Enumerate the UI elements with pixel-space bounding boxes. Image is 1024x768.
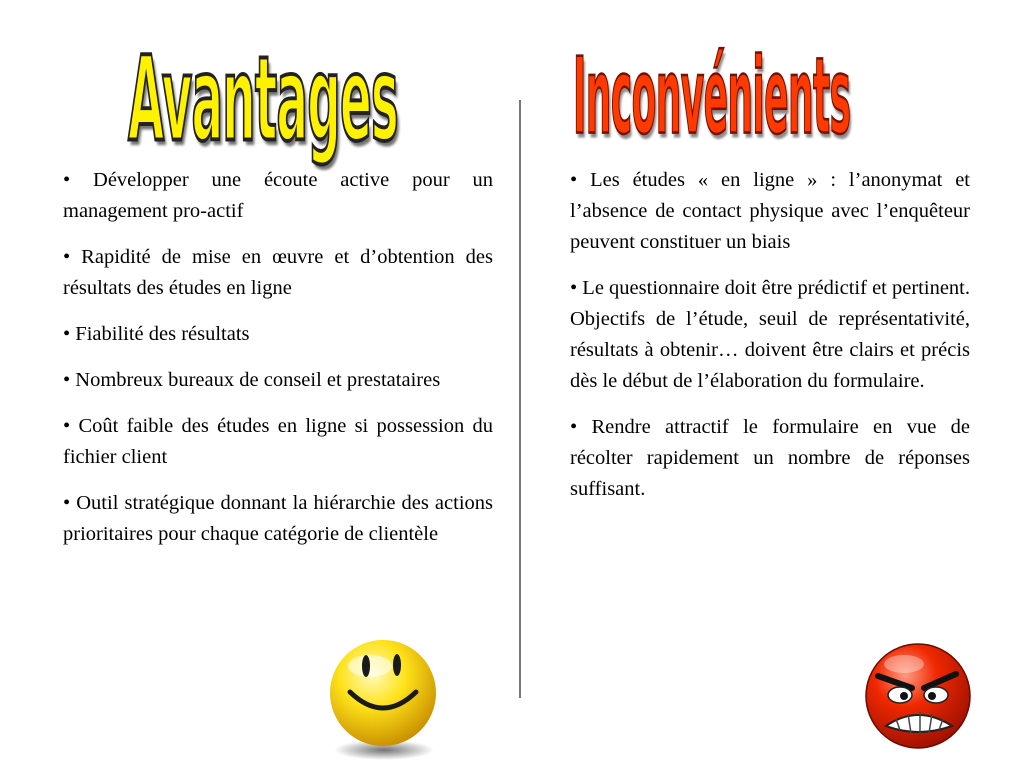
advantages-title: Avantages — [128, 32, 398, 169]
advantage-item: • Outil stratégique donnant la hiérarchie des actions prioritaires pour chaque catégorie de clientèle — [63, 492, 493, 545]
column-divider — [519, 100, 521, 698]
happy-smiley-icon — [326, 638, 442, 762]
angry-face-icon — [862, 640, 977, 755]
advantage-item: • Nombreux bureaux de conseil et prestataires — [63, 369, 441, 391]
advantage-item: • Développer une écoute active pour un management pro-actif — [63, 169, 493, 222]
disadvantage-item: • Rendre attractif le formulaire en vue de récolter rapidement un nombre de réponses suffisant. — [570, 416, 970, 500]
advantages-list — [63, 165, 493, 565]
advantage-item: • Rapidité de mise en œuvre et d’obtention des résultats des études en ligne — [63, 246, 493, 299]
disadvantages-title: Inconvénients — [573, 36, 851, 159]
disadvantage-item: • Les études « en ligne » : l’anonymat et l’absence de contact physique avec l’enquêteur peuvent constituer un biais — [570, 169, 970, 253]
advantage-item: • Fiabilité des résultats — [63, 323, 250, 345]
disadvantage-item: • Le questionnaire doit être prédictif et pertinent. Objectifs de l’étude, seuil de représentativité, résultats à obtenir… doivent être clairs et précis dès le début de l’élaboration du formulaire. — [570, 277, 970, 392]
advantage-item: • Coût faible des études en ligne si possession du fichier client — [63, 415, 493, 468]
disadvantages-list — [570, 165, 970, 520]
